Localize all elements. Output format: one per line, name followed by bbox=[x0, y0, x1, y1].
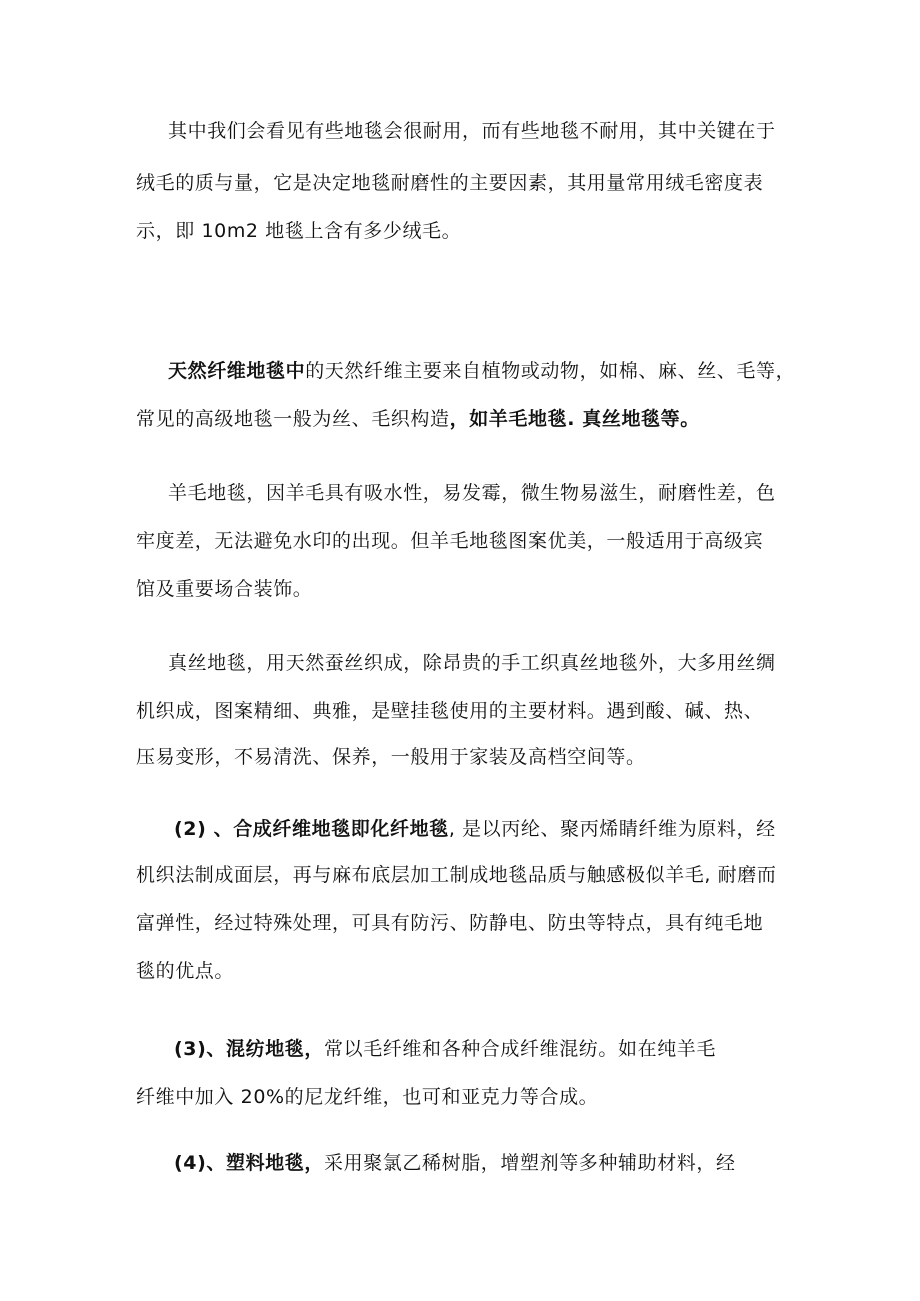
paragraph-2-bold-lead: 天然纤维地毯中 bbox=[168, 360, 306, 382]
paragraph-2-line-2-bold: ，如羊毛地毯. 真丝地毯等。 bbox=[449, 408, 700, 430]
paragraph-6-line-2: 纤维中加入 20%的尼龙纤维，也可和亚克力等合成。 bbox=[136, 1086, 599, 1108]
paragraph-5-line-1-rest: , 是以丙纶、聚丙烯睛纤维为原料，经 bbox=[448, 818, 776, 840]
paragraph-2-line-1 bbox=[168, 358, 795, 384]
paragraph-3-line-1: 羊毛地毯，因羊毛具有吸水性，易发霉，微生物易滋生，耐磨性差，色 bbox=[168, 482, 776, 504]
paragraph-1-line-1: 其中我们会看见有些地毯会很耐用，而有些地毯不耐用，其中关键在于 bbox=[168, 120, 776, 142]
paragraph-1-line-3: 示，即 10m2 地毯上含有多少绒毛。 bbox=[136, 220, 462, 242]
paragraph-2-line-2 bbox=[136, 406, 700, 432]
paragraph-7-bold-lead: (4)、塑料地毯， bbox=[174, 1152, 324, 1174]
paragraph-6-line-1-rest: 常以毛纤维和各种合成纤维混纺。如在纯羊毛 bbox=[324, 1038, 717, 1060]
paragraph-5-line-3: 富弹性，经过特殊处理，可具有防污、防静电、防虫等特点，具有纯毛地 bbox=[136, 912, 764, 934]
paragraph-3-line-3: 馆及重要场合装饰。 bbox=[136, 578, 313, 600]
paragraph-6-bold-lead: (3)、混纺地毯， bbox=[174, 1038, 324, 1060]
paragraph-4-line-1: 真丝地毯，用天然蚕丝织成，除昂贵的手工织真丝地毯外，大多用丝绸 bbox=[168, 652, 776, 674]
paragraph-7-line-1-rest: 采用聚氯乙稀树脂，增塑剂等多种辅助材料，经 bbox=[324, 1152, 736, 1174]
paragraph-5-line-1 bbox=[174, 816, 776, 842]
paragraph-3-line-2: 牢度差，无法避免水印的出现。但羊毛地毯图案优美，一般适用于高级宾 bbox=[136, 530, 764, 552]
paragraph-7-line-1 bbox=[174, 1150, 736, 1176]
paragraph-5-line-2: 机织法制成面层，再与麻布底层加工制成地毯品质与触感极似羊毛, 耐磨而 bbox=[136, 864, 777, 886]
paragraph-6-line-1 bbox=[174, 1036, 716, 1062]
paragraph-5-bold-lead: (2) 、合成纤维地毯即化纤地毯 bbox=[174, 818, 449, 840]
paragraph-2-line-1-rest: 的天然纤维主要来自植物或动物，如棉、麻、丝、毛等， bbox=[305, 360, 796, 382]
paragraph-5-line-4: 毯的优点。 bbox=[136, 960, 235, 982]
paragraph-2-line-2-plain: 常见的高级地毯一般为丝、毛织构造 bbox=[136, 408, 450, 430]
paragraph-4-line-3: 压易变形，不易清洗、保养，一般用于家装及高档空间等。 bbox=[136, 746, 646, 768]
paragraph-4-line-2: 机织成，图案精细、典雅，是壁挂毯使用的主要材料。遇到酸、碱、热、 bbox=[136, 700, 764, 722]
paragraph-1-line-2: 绒毛的质与量，它是决定地毯耐磨性的主要因素，其用量常用绒毛密度表 bbox=[136, 172, 764, 194]
